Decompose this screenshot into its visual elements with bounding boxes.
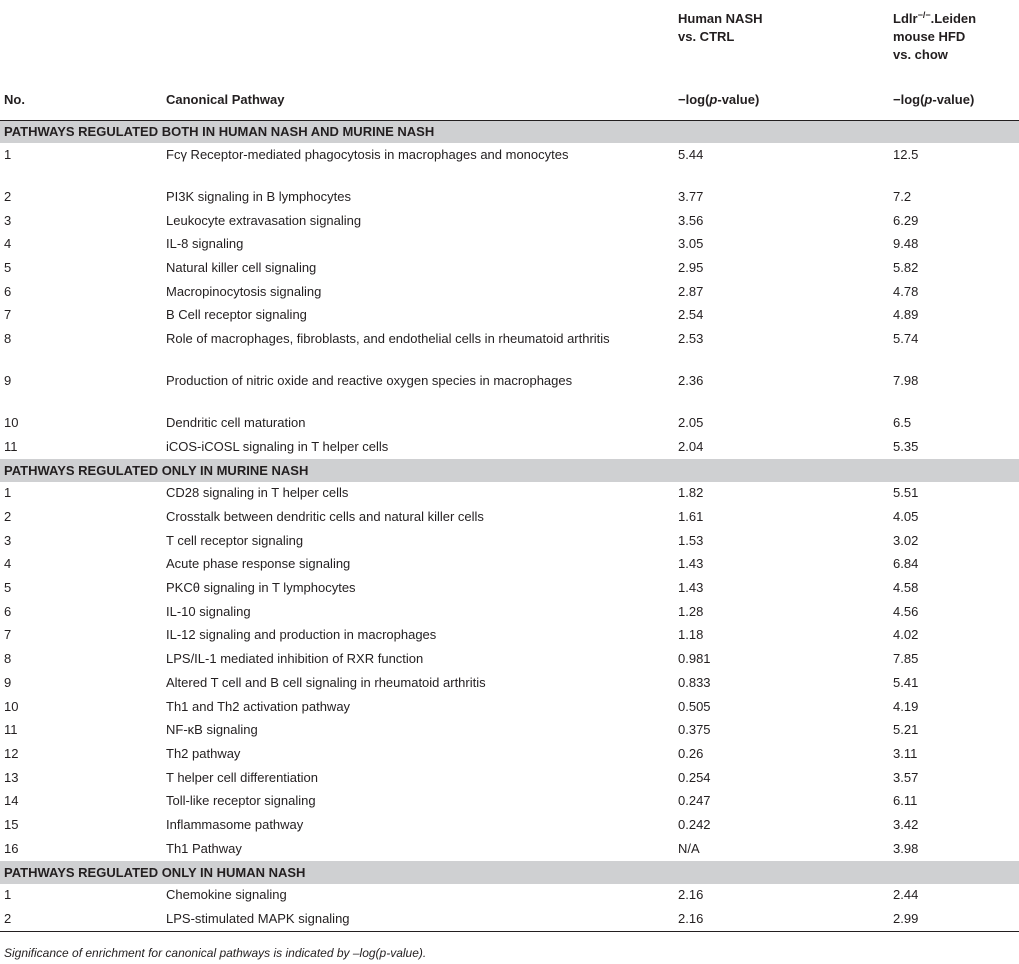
row-number: 2 [4,509,12,525]
row-number: 1 [4,147,12,162]
table-row [0,256,1019,280]
logp-prefix: −log( [893,92,925,108]
table-row [0,742,1019,766]
row-mouse-logp: 5.21 [893,722,919,738]
row-pathway: Th1 Pathway [166,840,242,856]
table-row [0,482,1019,506]
row-human-logp: 0.247 [678,793,711,809]
row-human-logp: 5.44 [678,147,704,162]
row-pathway: Th2 pathway [166,745,241,761]
table-row [0,232,1019,256]
header-human-logp [678,80,893,120]
header-no: No. [0,80,166,120]
header-mouse-tail: .Leiden [930,11,977,26]
row-number: 13 [4,769,19,785]
row-human-logp: 3.05 [678,236,704,252]
row-pathway: Natural killer cell signaling [166,259,317,275]
table-row [0,411,1019,435]
row-mouse-logp: 9.48 [893,236,919,252]
row-mouse-logp: 12.5 [893,147,919,162]
row-mouse-logp: 3.02 [893,532,919,548]
table-row [0,529,1019,553]
row-number: 8 [4,651,12,667]
section-header-row [0,861,1019,884]
table-row [0,185,1019,209]
row-mouse-logp: 4.05 [893,509,919,525]
row-human-logp: N/A [678,840,700,856]
header-mouse-base: Ldlr [893,11,918,26]
row-pathway: Altered T cell and B cell signaling in rheumatoid arthritis [166,674,486,690]
row-mouse-logp: 5.74 [893,331,919,347]
row-number: 15 [4,816,19,832]
logp-suffix: -value) [717,92,760,108]
row-number: 4 [4,236,12,252]
row-number: 3 [4,212,12,228]
row-mouse-logp: 3.42 [893,816,919,832]
table-row [0,209,1019,233]
row-human-logp: 2.87 [678,283,704,299]
row-mouse-logp: 5.35 [893,438,919,454]
table-row [0,695,1019,719]
row-number: 2 [4,188,12,204]
section-header-row [0,120,1019,143]
header-human-line1: Human NASH [678,11,763,26]
row-number: 3 [4,532,12,548]
row-mouse-logp: 7.85 [893,651,919,667]
row-pathway: Chemokine signaling [166,887,287,903]
section-header-row [0,459,1019,482]
row-human-logp: 0.833 [678,674,711,690]
row-human-logp: 2.95 [678,259,704,275]
row-number: 7 [4,307,12,323]
row-human-logp: 0.242 [678,816,711,832]
logp-p: p [924,92,933,108]
header-mouse-sup: −/− [917,10,931,20]
table-row [0,624,1019,648]
row-human-logp: 2.54 [678,307,704,323]
row-pathway: LPS/IL-1 mediated inhibition of RXR function [166,651,424,667]
row-mouse-logp: 5.51 [893,485,919,501]
row-pathway: Inflammasome pathway [166,816,304,832]
row-number: 1 [4,485,12,501]
row-number: 5 [4,580,12,596]
table-row [0,907,1019,931]
row-human-logp: 0.505 [678,698,711,714]
row-mouse-logp: 3.98 [893,840,919,856]
table-row [0,327,1019,369]
header-empty-pathway [166,0,678,80]
row-pathway: T cell receptor signaling [166,532,304,548]
row-mouse-logp: 5.41 [893,674,919,690]
table-row [0,766,1019,790]
table-row [0,280,1019,304]
header-row-columns [0,80,1019,120]
row-mouse-logp: 4.19 [893,698,919,714]
row-human-logp: 3.56 [678,212,704,228]
row-pathway: Production of nitric oxide and reactive oxygen species in macrophages [166,373,573,389]
row-number: 7 [4,627,12,643]
row-number: 11 [4,438,18,454]
row-pathway: CD28 signaling in T helper cells [166,485,349,501]
row-human-logp: 1.61 [678,509,704,525]
row-mouse-logp: 6.11 [893,793,918,809]
header-empty-no [0,0,166,80]
row-pathway: Leukocyte extravasation signaling [166,212,362,228]
row-pathway: Acute phase response signaling [166,556,351,572]
row-number: 10 [4,414,19,430]
row-human-logp: 3.77 [678,188,704,204]
header-mouse-logp [893,80,1019,120]
row-mouse-logp: 4.58 [893,580,919,596]
row-number: 9 [4,373,12,389]
logp-suffix: -value) [932,92,975,108]
section-title: PATHWAYS REGULATED ONLY IN MURINE NASH [0,459,1019,482]
row-pathway: IL-12 signaling and production in macrophages [166,627,437,643]
table-row [0,813,1019,837]
table-row [0,647,1019,671]
table-body [0,120,1019,931]
row-mouse-logp: 4.56 [893,603,919,619]
row-pathway: T helper cell differentiation [166,769,319,785]
header-mouse-line3: vs. chow [893,47,948,62]
row-mouse-logp: 3.11 [893,745,918,761]
row-pathway: NF-κB signaling [166,722,258,738]
logp-prefix: −log( [678,92,710,108]
row-human-logp: 0.981 [678,651,711,667]
row-pathway: Toll-like receptor signaling [166,793,316,809]
row-number: 14 [4,793,19,809]
row-mouse-logp: 4.89 [893,307,919,323]
table-row [0,553,1019,577]
row-mouse-logp: 2.99 [893,907,1019,931]
row-human-logp: 2.16 [678,887,704,903]
row-number: 16 [4,840,19,856]
table-row [0,718,1019,742]
row-pathway: PKCθ signaling in T lymphocytes [166,580,356,596]
row-pathway: Macropinocytosis signaling [166,283,322,299]
row-human-logp: 2.53 [678,331,704,347]
row-number: 9 [4,674,12,690]
row-human-logp: 1.82 [678,485,704,501]
row-human-logp: 0.26 [678,745,704,761]
row-pathway: IL-10 signaling [166,603,251,619]
header-human-group [678,0,893,80]
header-mouse-line2: mouse HFD [893,29,966,44]
row-number: 12 [4,745,19,761]
row-pathway: LPS-stimulated MAPK signaling [166,907,678,931]
table-row [0,600,1019,624]
row-mouse-logp: 5.82 [893,259,919,275]
row-pathway: Dendritic cell maturation [166,414,306,430]
table-row [0,837,1019,861]
table-row [0,369,1019,411]
row-human-logp: 0.375 [678,722,711,738]
header-pathway: Canonical Pathway [166,80,678,120]
row-mouse-logp: 6.29 [893,212,919,228]
row-mouse-logp: 2.44 [893,887,919,903]
row-mouse-logp: 6.84 [893,556,919,572]
section-title: PATHWAYS REGULATED BOTH IN HUMAN NASH AND MURINE NASH [0,120,1019,143]
table-header [0,0,1019,120]
row-pathway: Fcγ Receptor-mediated phagocytosis in macrophages and monocytes [166,147,569,162]
row-number: 4 [4,556,12,572]
row-number: 1 [4,887,12,903]
row-mouse-logp: 6.5 [893,414,912,430]
row-human-logp: 2.36 [678,373,704,389]
section-title: PATHWAYS REGULATED ONLY IN HUMAN NASH [0,861,1019,884]
table-row [0,884,1019,908]
row-human-logp: 1.18 [678,627,704,643]
row-human-logp: 1.43 [678,580,704,596]
row-pathway: iCOS-iCOSL signaling in T helper cells [166,438,389,454]
row-mouse-logp: 4.78 [893,283,919,299]
table-footnote: Significance of enrichment for canonical pathways is indicated by –log(p-value). [4,946,427,960]
row-number: 8 [4,331,12,347]
row-number: 6 [4,603,12,619]
row-human-logp: 2.04 [678,438,704,454]
row-number: 2 [0,907,166,931]
header-row-groups [0,0,1019,80]
row-number: 10 [4,698,19,714]
row-human-logp: 2.05 [678,414,704,430]
row-number: 5 [4,259,12,275]
row-number: 6 [4,283,12,299]
row-human-logp: 0.254 [678,769,711,785]
row-number: 11 [4,722,18,738]
row-human-logp: 1.43 [678,556,704,572]
row-pathway: Crosstalk between dendritic cells and natural killer cells [166,509,484,525]
table-row [0,143,1019,185]
row-human-logp: 2.16 [678,907,893,931]
table-row [0,789,1019,813]
row-pathway: IL-8 signaling [166,236,244,252]
row-pathway: Role of macrophages, fibroblasts, and endothelial cells in rheumatoid arthritis [166,331,610,347]
header-mouse-group [893,0,1019,80]
table-row [0,435,1019,459]
row-mouse-logp: 3.57 [893,769,919,785]
row-mouse-logp: 7.2 [893,188,912,204]
row-pathway: B Cell receptor signaling [166,307,307,323]
logp-p: p [709,92,718,108]
row-pathway: PI3K signaling in B lymphocytes [166,188,351,204]
table-row [0,505,1019,529]
header-human-line2: vs. CTRL [678,29,735,44]
row-human-logp: 1.53 [678,532,704,548]
row-mouse-logp: 4.02 [893,627,919,643]
row-human-logp: 1.28 [678,603,704,619]
table-row [0,576,1019,600]
table-row [0,303,1019,327]
row-mouse-logp: 7.98 [893,373,919,389]
table-row [0,671,1019,695]
row-pathway: Th1 and Th2 activation pathway [166,698,351,714]
